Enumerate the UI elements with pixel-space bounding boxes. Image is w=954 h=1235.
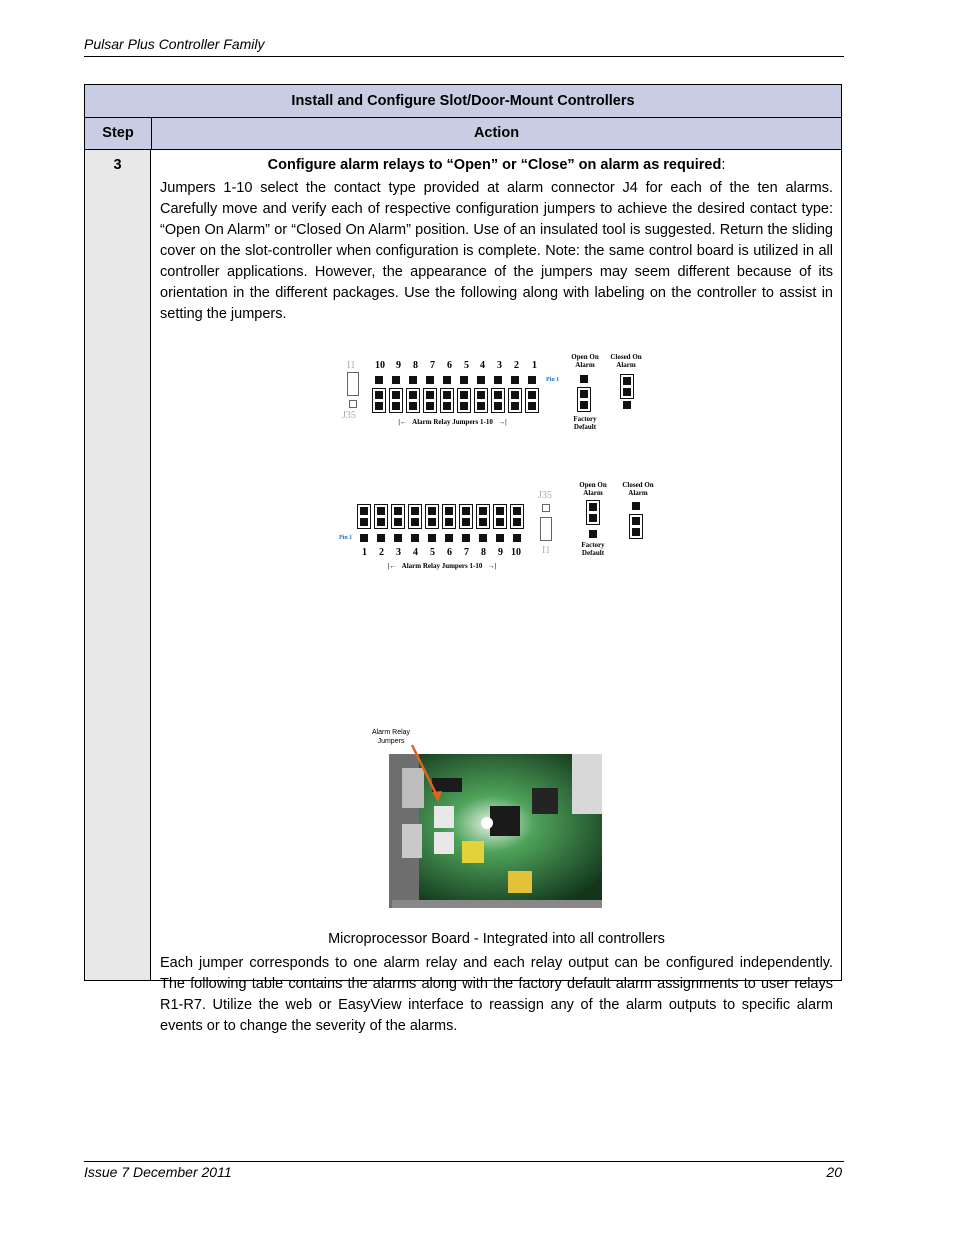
header-pin: [392, 376, 400, 384]
relay-jumper: [372, 388, 386, 413]
step-number: 3: [85, 150, 151, 980]
action-cell: [152, 150, 841, 1034]
jumper-number: 3: [497, 360, 502, 371]
header-pin: [511, 376, 519, 384]
jumper-diagram-bottom: [337, 481, 677, 585]
relay-jumper: [525, 388, 539, 413]
header-pin: [462, 534, 470, 542]
relay-jumper: [510, 504, 524, 529]
jumper-number: 9: [396, 360, 401, 371]
factory-default-label: Factory Default: [573, 415, 597, 431]
j35-pin: [542, 504, 550, 512]
relay-jumper: [389, 388, 403, 413]
jumper-number: 3: [396, 547, 401, 558]
jumper-number: 9: [498, 547, 503, 558]
relay-jumper: [406, 388, 420, 413]
i1-connector: [347, 372, 359, 396]
open-on-alarm-label: Open On Alarm: [571, 353, 599, 369]
jumper-number: 8: [413, 360, 418, 371]
header-pin: [428, 534, 436, 542]
jumper-number: 4: [413, 547, 418, 558]
jumper-range-label: |← Alarm Relay Jumpers 1-10 →|: [398, 418, 507, 426]
legend-jumper-open: [586, 500, 600, 525]
header-pin: [360, 534, 368, 542]
j35-label: J35: [538, 490, 552, 501]
i1-connector: [540, 517, 552, 541]
subheading-bold: Configure alarm relays to “Open” or “Close” on alarm as required: [267, 157, 722, 173]
header-pin: [426, 376, 434, 384]
closed-on-alarm-label: Closed On Alarm: [610, 353, 642, 369]
relay-assignment-paragraph: Each jumper corresponds to one alarm relay and each relay output can be configured independently. The following table contains the alarms along with the factory default alarm assignments to user relays R1-R7. Utilize the web or EasyView interface to reassign any of the alarm outputs to specific alarm events or to change the severity of the alarms.: [160, 955, 833, 1034]
legend-pin: [623, 401, 631, 409]
closed-on-alarm-label: Closed On Alarm: [622, 481, 654, 497]
header-pin: [477, 376, 485, 384]
document-header-title: Pulsar Plus Controller Family: [84, 36, 265, 52]
relay-jumper: [493, 504, 507, 529]
relay-jumper: [425, 504, 439, 529]
pin1-label: Pin 1: [339, 535, 353, 541]
header-rule: [84, 56, 844, 57]
legend-jumper-closed: [629, 514, 643, 539]
subheading-suffix: :: [721, 157, 726, 173]
jumper-number: 7: [464, 547, 469, 558]
jumper-number: 1: [362, 547, 367, 558]
jumper-number: 5: [430, 547, 435, 558]
relay-jumper: [459, 504, 473, 529]
header-pin: [479, 534, 487, 542]
jumper-number: 6: [447, 547, 452, 558]
factory-default-label: Factory Default: [581, 541, 605, 557]
open-on-alarm-label: Open On Alarm: [579, 481, 607, 497]
table-title: Install and Configure Slot/Door-Mount Controllers: [85, 85, 841, 118]
j35-pin: [349, 400, 357, 408]
header-pin: [409, 376, 417, 384]
footer-rule: [84, 1161, 844, 1162]
header-pin: [394, 534, 402, 542]
relay-jumper: [423, 388, 437, 413]
header-pin: [494, 376, 502, 384]
procedure-table: [84, 84, 842, 1034]
relay-jumper: [457, 388, 471, 413]
legend-pin: [589, 530, 597, 538]
jumper-range-text: Alarm Relay Jumpers 1-10: [412, 418, 493, 426]
jumper-number: 10: [375, 360, 385, 371]
microprocessor-board-photo: [372, 728, 602, 908]
relay-jumper: [491, 388, 505, 413]
jumper-number: 2: [514, 360, 519, 371]
i1-label: I1: [347, 360, 356, 371]
legend-jumper-closed: [620, 374, 634, 399]
relay-jumper: [476, 504, 490, 529]
legend-pin: [580, 375, 588, 383]
relay-jumper: [357, 504, 371, 529]
column-header-action: Action: [152, 118, 841, 150]
i1-label: I1: [542, 545, 551, 556]
jumper-diagram-top: [342, 353, 672, 450]
jumper-number: 4: [480, 360, 485, 371]
header-pin: [460, 376, 468, 384]
instructions-paragraph: Jumpers 1-10 select the contact type provided at alarm connector J4 for each of the ten alarms. Carefully move and verify each of respective configuration jumpers to achieve the desired contact type: “Open On Alarm” or “Closed On Alarm” position. Use of an insulated tool is suggested. Return the sliding cover on the slot-controller when configuration is complete. Note: the same control board is utilized in all controller applications. However, the appearance of the jumpers may seem different because of its orientation in the different packages. Use the following along with labeling on the controller to assist in setting the jumpers.: [160, 180, 833, 322]
header-pin: [513, 534, 521, 542]
relay-jumper: [374, 504, 388, 529]
jumper-number: 5: [464, 360, 469, 371]
pin1-label: Pin 1: [546, 377, 560, 383]
legend-pin: [632, 502, 640, 510]
jumper-number: 1: [532, 360, 537, 371]
footer-page-number: 20: [826, 1164, 842, 1180]
relay-jumper: [474, 388, 488, 413]
relay-jumper: [440, 388, 454, 413]
jumper-number: 2: [379, 547, 384, 558]
jumper-number: 6: [447, 360, 452, 371]
jumper-number: 8: [481, 547, 486, 558]
footer-issue: Issue 7 December 2011: [84, 1164, 232, 1180]
relay-jumper: [408, 504, 422, 529]
jumper-number: 7: [430, 360, 435, 371]
relay-jumper: [508, 388, 522, 413]
header-pin: [375, 376, 383, 384]
jumper-range-text: Alarm Relay Jumpers 1-10: [401, 562, 483, 570]
header-pin: [377, 534, 385, 542]
header-pin: [445, 534, 453, 542]
legend-jumper-open: [577, 387, 591, 412]
relay-jumper: [442, 504, 456, 529]
action-subheading: [152, 157, 841, 173]
photo-callout-label: Alarm Relay Jumpers: [371, 729, 411, 745]
header-pin: [528, 376, 536, 384]
header-pin: [443, 376, 451, 384]
jumper-range-label: |← Alarm Relay Jumpers 1-10 →|: [387, 562, 497, 570]
jumper-number: 10: [511, 547, 521, 558]
header-pin: [411, 534, 419, 542]
header-pin: [496, 534, 504, 542]
column-header-step: Step: [85, 118, 152, 150]
relay-jumper: [391, 504, 405, 529]
j35-label: J35: [342, 410, 356, 421]
figure-caption: Microprocessor Board - Integrated into all controllers: [328, 931, 665, 947]
